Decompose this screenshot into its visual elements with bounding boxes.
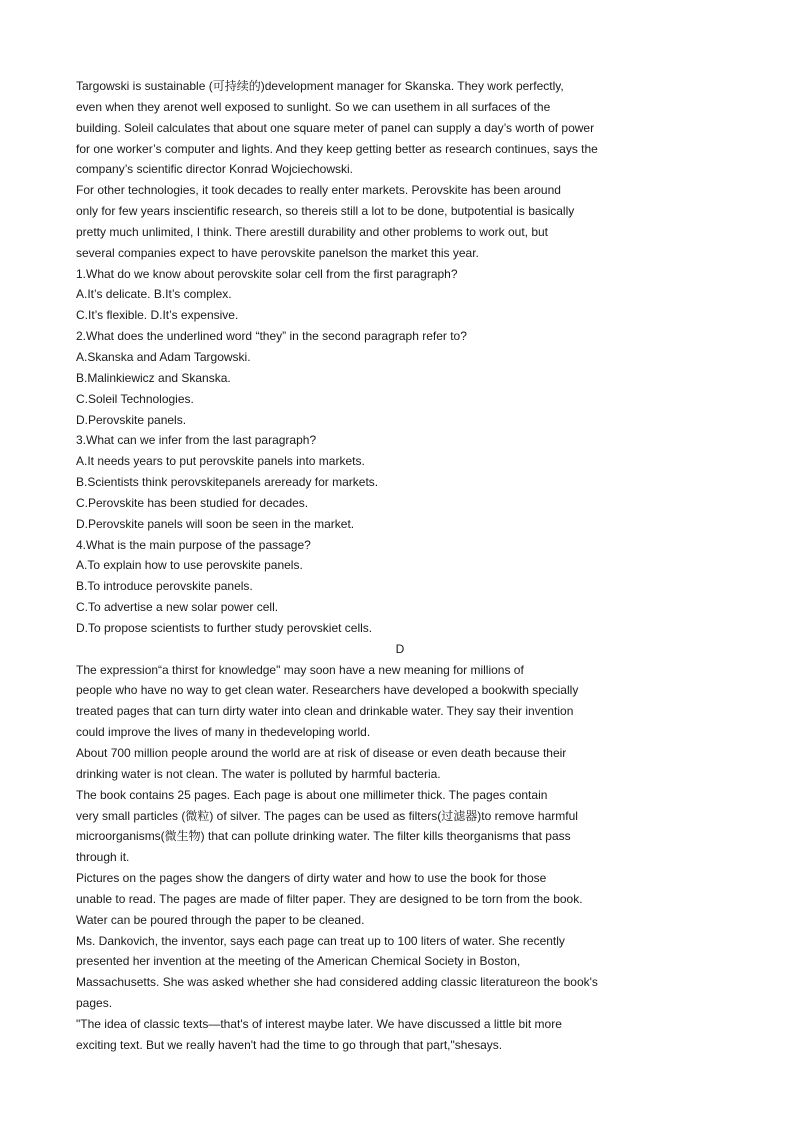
paragraph-line: company’s scientific director Konrad Wojciechowski. [76,162,354,177]
question-option: A.To explain how to use perovskite panels. [76,558,303,573]
paragraph-line: The book contains 25 pages. Each page is about one millimeter thick. The pages contain [76,787,548,802]
paragraph-line: through it. [76,850,130,865]
paragraph-line: microorganisms(微生物) that can pollute drinking water. The filter kills theorganisms that pass [76,829,571,844]
paragraph-line: drinking water is not clean. The water is polluted by harmful bacteria. [76,766,441,781]
question-option: C.To advertise a new solar power cell. [76,600,279,615]
paragraph-line: pretty much unlimited, I think. There arestill durability and other problems to work out, but [76,224,549,239]
paragraph-line: only for few years inscientific research, so thereis still a lot to be done, butpotential is basically [76,204,575,219]
paragraph-line: exciting text. But we really haven't had the time to go through that part,"shesays. [76,1037,503,1052]
paragraph-line: unable to read. The pages are made of filter paper. They are designed to be torn from the book. [76,891,583,906]
question-option: B.To introduce perovskite panels. [76,579,253,594]
question-4 [76,535,676,639]
question-stem: 1.What do we know about perovskite solar cell from the first paragraph? [76,266,458,281]
question-option: C.Soleil Technologies. [76,391,194,406]
passage-d [76,660,676,1056]
question-option: C.Perovskite has been studied for decades. [76,495,309,510]
paragraph-line: very small particles (微粒) of silver. The pages can be used as filters(过滤器)to remove harmful [76,808,578,823]
paragraph-line: Targowski is sustainable (可持续的)development manager for Skanska. They work perfectly, [76,79,564,93]
question-stem: 4.What is the main purpose of the passage? [76,537,311,552]
question-option: B.Scientists think perovskitepanels areready for markets. [76,475,379,490]
paragraph-line: even when they arenot well exposed to sunlight. So we can usethem in all surfaces of the [76,99,551,114]
section-heading: D [395,641,405,656]
question-2 [76,326,676,430]
paragraph-line: for one worker’s computer and lights. And they keep getting better as research continues, says the [76,141,598,156]
question-option: A.Skanska and Adam Targowski. [76,349,251,364]
paragraph-line: treated pages that can turn dirty water into clean and drinkable water. They say their invention [76,704,574,719]
question-stem: 2.What does the underlined word “they” in the second paragraph refer to? [76,329,467,344]
question-option: D.Perovskite panels. [76,412,187,427]
passage-c [76,76,676,264]
paragraph-line: Water can be poured through the paper to be cleaned. [76,912,365,927]
paragraph-line: About 700 million people around the world are at risk of disease or even death because their [76,746,567,760]
paragraph-line: The expression“a thirst for knowledge" may soon have a new meaning for millions of [76,662,524,677]
paragraph-line: For other technologies, it took decades to really enter markets. Perovskite has been around [76,183,561,198]
paragraph-line: building. Soleil calculates that about one square meter of panel can supply a day’s worth of power [76,120,595,135]
question-option: A.It’s delicate. B.It’s complex. [76,287,232,302]
paragraph-line: Ms. Dankovich, the inventor, says each page can treat up to 100 liters of water. She recently [76,933,565,948]
paragraph-line: Massachusetts. She was asked whether she had considered adding classic literatureon the book's [76,975,598,990]
paragraph-line: could improve the lives of many in thedeveloping world. [76,725,371,740]
paragraph-line: people who have no way to get clean water. Researchers have developed a bookwith specially [76,683,579,698]
paragraph-line: several companies expect to have perovskite panelson the market this year. [76,245,479,260]
question-option: A.It needs years to put perovskite panels into markets. [76,454,365,469]
question-1 [76,264,676,327]
question-3 [76,430,676,534]
question-option: D.Perovskite panels will soon be seen in the market. [76,516,355,531]
paragraph-line: presented her invention at the meeting of the American Chemical Society in Boston, [76,954,521,969]
question-option: D.To propose scientists to further study perovskiet cells. [76,620,373,635]
question-option: B.Malinkiewicz and Skanska. [76,370,231,385]
paragraph-line: "The idea of classic texts—that's of interest maybe later. We have discussed a little bit more [76,1016,562,1031]
paragraph-line: Pictures on the pages show the dangers of dirty water and how to use the book for those [76,871,547,886]
question-option: C.It’s flexible. D.It’s expensive. [76,308,239,323]
paragraph-line: pages. [76,996,113,1011]
page-content [76,76,676,1056]
question-stem: 3.What can we infer from the last paragraph? [76,433,317,448]
